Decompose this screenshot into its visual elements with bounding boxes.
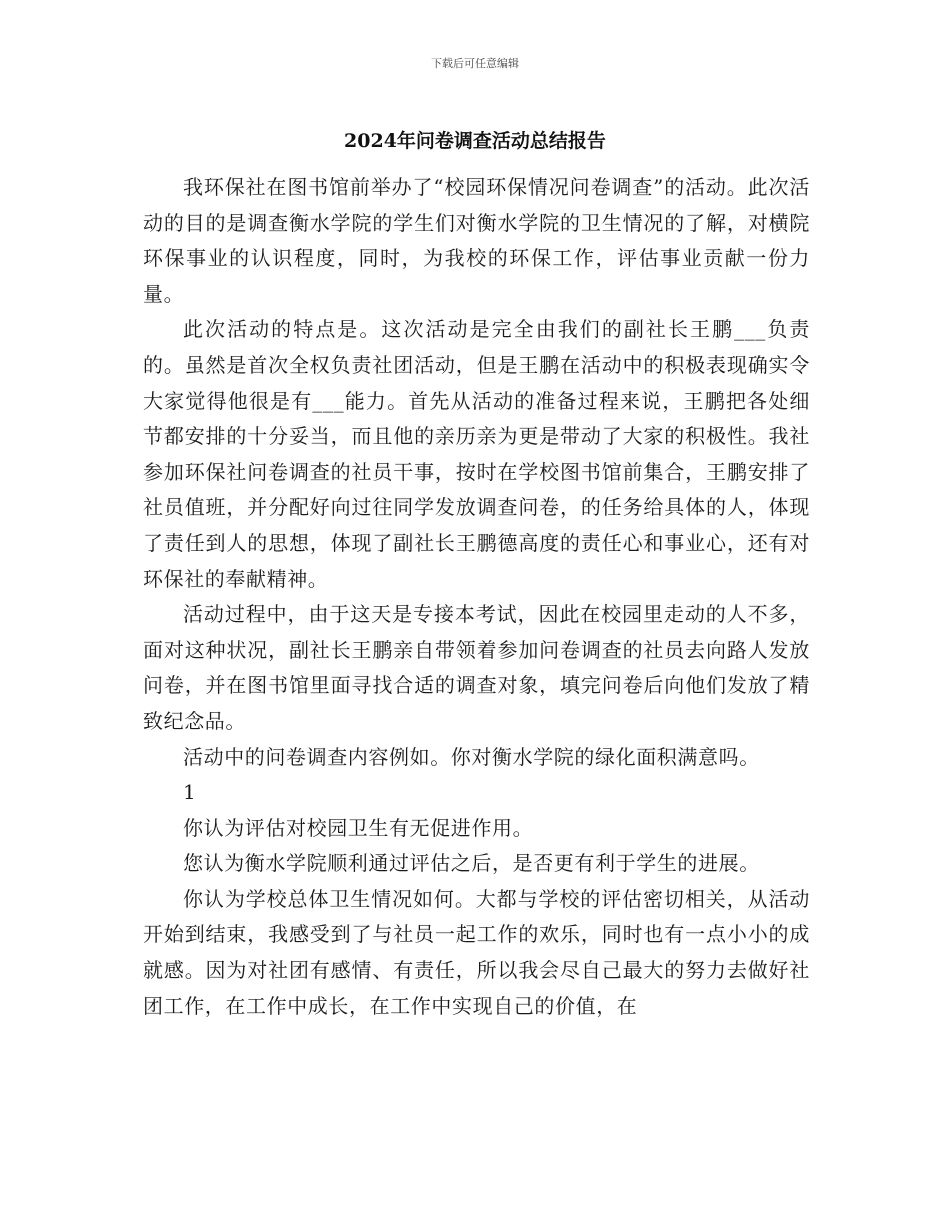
paragraph: 1 <box>183 780 197 805</box>
paragraph: 您认为衡水学院顺利通过评估之后，是否更有利于学生的进展。 <box>183 851 760 876</box>
paragraph: 活动中的问卷调查内容例如。你对衡水学院的绿化面积满意吗。 <box>183 744 760 769</box>
paragraph: 活动过程中，由于这天是专接本考试，因此在校园里走动的人不多，面对这种状况，副社长王鹏亲自带领着参加问卷调查的社员去向路人发放问卷，并在图书馆里面寻找合适的调查对象，填完问卷后向他们发放了精致纪念品。 <box>143 602 810 733</box>
document-title: 2024年问卷调查活动总结报告 <box>344 130 606 152</box>
paragraph: 我环保社在图书馆前举办了“校园环保情况问卷调查”的活动。此次活动的目的是调查衡水学院的学生们对衡水学院的卫生情况的了解，对横院环保事业的认识程度，同时，为我校的环保工作，评估事业贡献一份力量。 <box>143 175 810 306</box>
document-body <box>143 170 810 1024</box>
paragraph: 此次活动的特点是。这次活动是完全由我们的副社长王鹏___负责的。虽然是首次全权负责社团活动，但是王鹏在活动中的积极表现确实令大家觉得他很是有___能力。首先从活动的准备过程来说，王鹏把各处细节都安排的十分妥当，而且他的亲历亲为更是带动了大家的积极性。我社参加环保社问卷调查的社员干事，按时在学校图书馆前集合，王鹏安排了社员值班，并分配好向过往同学发放调查问卷，的任务给具体的人，体现了责任到人的思想，体现了副社长王鹏德高度的责任心和事业心，还有对环保社的奉献精神。 <box>143 317 810 591</box>
paragraph: 你认为评估对校园卫生有无促进作用。 <box>183 815 534 840</box>
header-note: 下载后可任意编辑 <box>431 57 519 70</box>
paragraph: 你认为学校总体卫生情况如何。大都与学校的评估密切相关，从活动开始到结束，我感受到了与社员一起工作的欢乐，同时也有一点小小的成就感。因为对社团有感情、有责任，所以我会尽自己最大的努力去做好社团工作，在工作中成长，在工作中实现自己的价值，在 <box>143 886 810 1018</box>
